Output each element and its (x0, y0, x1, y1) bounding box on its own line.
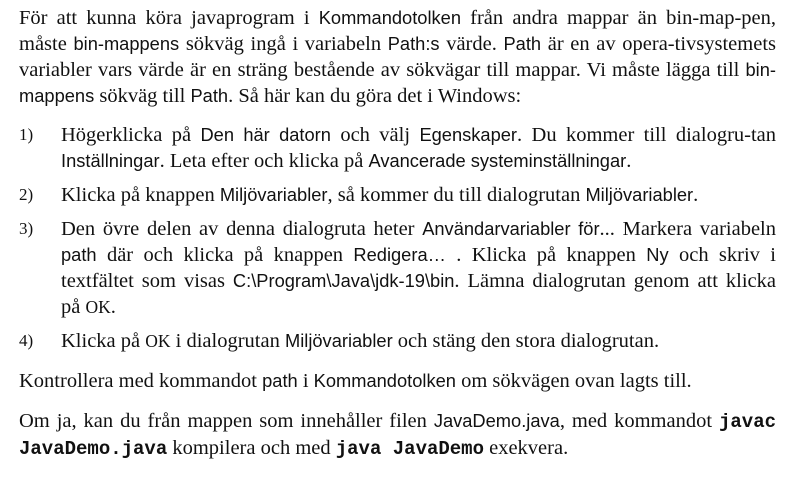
term-miljovariabler: Miljövariabler (284, 330, 393, 351)
step-number: 4) (19, 331, 34, 350)
term-ny: Ny (646, 244, 669, 265)
term-avancerade-systeminstallningar: Avancerade systeminställningar (368, 150, 627, 171)
intro-text: . Så här kan du göra det i Windows: (228, 85, 522, 107)
step-text: Högerklicka på (61, 124, 201, 146)
term-kommandotolken: Kommandotolken (313, 370, 456, 391)
step-text: Klicka på (61, 330, 146, 352)
step-text: Den övre delen av denna dialogruta heter (61, 218, 423, 240)
step-number: 3) (19, 219, 34, 238)
term-den-har-datorn: Den här datorn (200, 124, 331, 145)
step-number: 1) (19, 125, 34, 144)
term-miljovariabler: Miljövariabler (219, 184, 328, 205)
step-text: och stäng den stora dialogrutan. (392, 330, 660, 352)
code-javac-command: javac JavaDemo.java (19, 411, 776, 460)
step-item (19, 328, 776, 354)
term-ok: OK (85, 297, 111, 317)
term-bin-mappens: bin-mappens (73, 33, 180, 54)
term-path: path (262, 370, 298, 391)
step-text: , så kommer du till dialogrutan (327, 184, 586, 206)
term-egenskaper: Egenskaper (419, 124, 518, 145)
step-text: . Leta efter och klicka på (159, 150, 369, 172)
term-path: Path (190, 85, 229, 106)
code-java-command: java JavaDemo (335, 438, 484, 460)
term-redigera: Redigera… (353, 244, 446, 265)
steps-list (19, 122, 776, 354)
step-text: . (693, 184, 699, 206)
step-text: och skriv i textfältet som visas (61, 244, 776, 292)
intro-text: För att kunna köra javaprogram i (19, 7, 319, 29)
final-paragraph (19, 408, 776, 462)
step-text: där och klicka på knappen (96, 244, 354, 266)
check-text: Kontrollera med kommandot (19, 370, 263, 392)
step-item (19, 182, 776, 208)
intro-text: värde. (439, 33, 504, 55)
final-text: Om ja, kan du från mappen som innehåller filen (19, 410, 434, 432)
step-text: . Klicka på knappen (445, 244, 647, 266)
step-text: . (110, 296, 116, 318)
intro-paragraph (19, 5, 776, 109)
step-item (19, 122, 776, 174)
term-bin-mappens: bin-mappens (19, 59, 776, 106)
intro-text: från andra mappar än bin-map-pen, måste (19, 7, 776, 55)
term-jdk-path: C:\Program\Java\jdk-19\bin (232, 270, 455, 291)
term-path: Path (503, 33, 542, 54)
term-miljovariabler: Miljövariabler (585, 184, 694, 205)
term-paths: Path:s (387, 33, 440, 54)
step-text: i dialogrutan (170, 330, 285, 352)
check-text: om sökvägen ovan lagts till. (455, 370, 692, 392)
term-path: path (61, 244, 97, 265)
intro-text: är en av opera-tivsystemets variabler vars värde är en sträng bestående av sökvägar till mappar. Vi måste lägga till (19, 33, 776, 81)
step-text: . Lämna dialogrutan genom att klicka på (61, 270, 777, 318)
step-text: . (626, 150, 632, 172)
term-anvandarvariabler: Användarvariabler för (422, 218, 600, 239)
check-text: i (297, 370, 314, 392)
final-text: kompilera och med (167, 437, 336, 459)
term-kommandotolken: Kommandotolken (318, 7, 461, 28)
step-text: och välj (330, 124, 420, 146)
term-filename: JavaDemo.java (433, 410, 560, 431)
check-paragraph (19, 368, 776, 394)
step-text: ... Markera variabeln (599, 218, 776, 240)
final-text: , med kommandot (559, 410, 719, 432)
intro-text: sökväg till (94, 85, 191, 107)
intro-text: sökväg ingå i variabeln (179, 33, 388, 55)
step-text: . Du kommer till dialogru-tan (517, 124, 777, 146)
step-item (19, 216, 776, 320)
step-text: Klicka på knappen (61, 184, 220, 206)
term-installningar: Inställningar (61, 150, 160, 171)
term-ok: OK (145, 331, 171, 351)
step-number: 2) (19, 185, 34, 204)
final-text: exekvera. (483, 437, 569, 459)
